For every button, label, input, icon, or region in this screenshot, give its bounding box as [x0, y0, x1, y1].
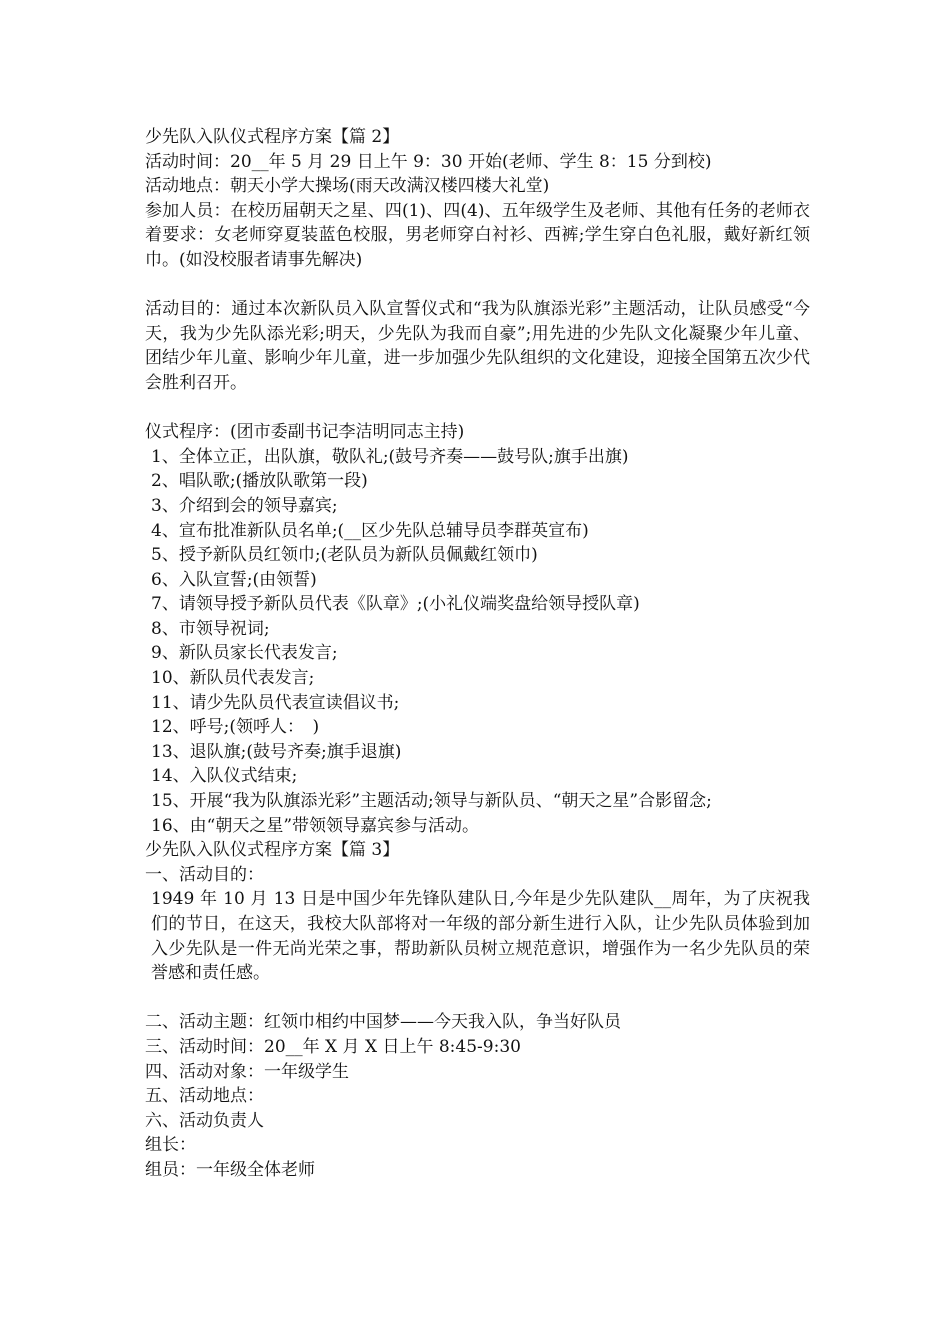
ceremony-step: 7、请领导授予新队员代表《队章》;(小礼仪端奖盘给领导授队章): [151, 594, 640, 615]
leader-heading: 六、活动负责人: [145, 1110, 264, 1131]
blank-line: [145, 396, 810, 421]
ceremony-step: 6、入队宣誓;(由领誓): [151, 569, 317, 590]
ceremony-step: 3、介绍到会的领导嘉宾;: [151, 495, 338, 516]
ceremony-step: 9、新队员家长代表发言;: [151, 643, 338, 664]
ceremony-step: 16、由“朝天之星”带领领导嘉宾参与活动。: [151, 815, 480, 836]
ceremony-step: 10、新队员代表发言;: [151, 668, 315, 689]
ceremony-step: 14、入队仪式结束;: [151, 766, 298, 787]
section-2-title: 少先队入队仪式程序方案【篇 2】: [145, 127, 400, 147]
document-body: [145, 125, 810, 1183]
blank-line: [145, 273, 810, 298]
ceremony-step: 2、唱队歌;(播放队歌第一段): [151, 471, 368, 492]
ceremony-step: 1、全体立正，出队旗，敬队礼;(鼓号齐奏——鼓号队;旗手出旗): [151, 446, 629, 467]
ceremony-steps-list: [145, 445, 810, 839]
participants-paragraph: 参加人员：在校历届朝天之星、四(1)、四(4)、五年级学生及老师、其他有任务的老师衣着要求：女老师穿夏装蓝色校服，男老师穿白衬衫、西裤;学生穿白色礼服，戴好新红领巾。(如没校服者请事先解决): [145, 200, 810, 270]
ceremony-step: 4、宣布批准新队员名单;(__区少先队总辅导员李群英宣布): [151, 520, 589, 541]
ceremony-step: 11、请少先队员代表宣读倡议书;: [151, 692, 400, 713]
activity-time-2: 三、活动时间：20__年 X 月 X 日上午 8:45-9:30: [145, 1036, 521, 1057]
group-members: 组员：一年级全体老师: [145, 1159, 315, 1180]
purpose-paragraph: 活动目的：通过本次新队员入队宣誓仪式和“我为队旗添光彩”主题活动，让队员感受“今天，我为少先队添光彩;明天，少先队为我而自豪”;用先进的少先队文化凝聚少年儿童、团结少年儿童、影响少年儿童，进一步加强少先队组织的文化建设，迎接全国第五次少代会胜利召开。: [145, 299, 810, 393]
group-leader: 组长：: [145, 1135, 196, 1156]
ceremony-step: 13、退队旗;(鼓号齐奏;旗手退旗): [151, 741, 402, 762]
blank-line: [145, 986, 810, 1011]
activity-theme: 二、活动主题：红领巾相约中国梦——今天我入队，争当好队员: [145, 1012, 621, 1033]
ceremony-step: 5、授予新队员红领巾;(老队员为新队员佩戴红领巾): [151, 545, 538, 566]
ceremony-step: 8、市领导祝词;: [151, 618, 270, 639]
activity-time: 活动时间：20__年 5 月 29 日上午 9：30 开始(老师、学生 8：15 分到校): [145, 151, 712, 172]
purpose-text: 1949 年 10 月 13 日是中国少年先锋队建队日,今年是少先队建队__周年，为了庆祝我们的节日，在这天，我校大队部将对一年级的部分新生进行入队，让少先队员体验到加入少先队是一件无尚光荣之事，帮助新队员树立规范意识，增强作为一名少先队员的荣誉感和责任感。: [151, 889, 810, 984]
ceremony-step: 12、呼号;(领呼人： ): [151, 717, 320, 738]
ceremony-heading: 仪式程序：(团市委副书记李洁明同志主持): [145, 422, 465, 443]
ceremony-step: 15、开展“我为队旗添光彩”主题活动;领导与新队员、“朝天之星”合影留念;: [151, 791, 712, 812]
activity-place: 活动地点：朝天小学大操场(雨天改满汉楼四楼大礼堂): [145, 176, 550, 197]
section-3-title: 少先队入队仪式程序方案【篇 3】: [145, 840, 400, 861]
purpose-heading: 一、活动目的：: [145, 864, 264, 885]
activity-target: 四、活动对象：一年级学生: [145, 1061, 349, 1082]
activity-place-2: 五、活动地点：: [145, 1086, 264, 1107]
